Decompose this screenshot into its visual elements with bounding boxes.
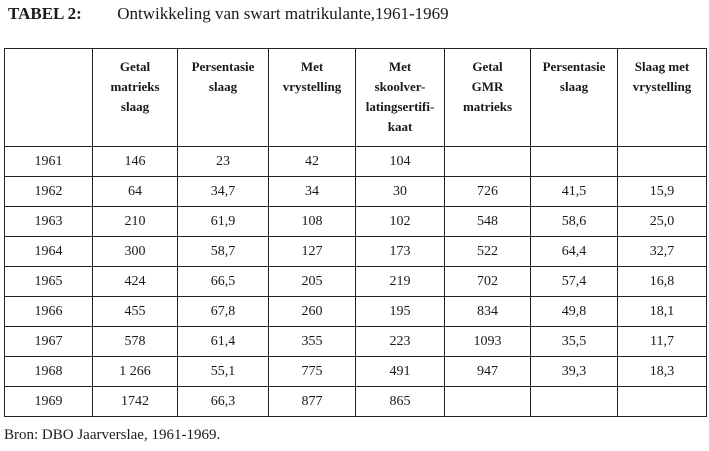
table-cell: 210 [93, 207, 178, 237]
table-cell [445, 387, 531, 417]
table-cell: 32,7 [618, 237, 707, 267]
table-row [5, 357, 707, 387]
table-row [5, 327, 707, 357]
column-header: Met vrystelling [269, 49, 356, 147]
table-cell: 195 [356, 297, 445, 327]
table-cell: 58,6 [531, 207, 618, 237]
column-header: Getal matrieks slaag [93, 49, 178, 147]
table-cell: 34 [269, 177, 356, 207]
header-row [5, 49, 707, 147]
table-cell: 424 [93, 267, 178, 297]
table-cell: 55,1 [178, 357, 269, 387]
year-cell: 1966 [5, 297, 93, 327]
table-cell: 58,7 [178, 237, 269, 267]
table-cell: 25,0 [618, 207, 707, 237]
table-cell: 205 [269, 267, 356, 297]
table-cell [618, 147, 707, 177]
table-cell: 1742 [93, 387, 178, 417]
matriculant-table [4, 48, 707, 417]
table-row [5, 297, 707, 327]
column-header: Slaag met vrystelling [618, 49, 707, 147]
table-cell: 108 [269, 207, 356, 237]
table-cell: 1 266 [93, 357, 178, 387]
table-cell: 355 [269, 327, 356, 357]
table-row [5, 267, 707, 297]
table-cell: 39,3 [531, 357, 618, 387]
table-cell: 491 [356, 357, 445, 387]
table-cell: 30 [356, 177, 445, 207]
table-cell: 877 [269, 387, 356, 417]
column-header: Persentasie slaag [531, 49, 618, 147]
table-cell: 66,5 [178, 267, 269, 297]
column-header: Getal GMR matrieks [445, 49, 531, 147]
table-title: Ontwikkeling van swart matrikulante,1961-1969 [117, 4, 449, 23]
table-cell: 104 [356, 147, 445, 177]
table-cell: 61,4 [178, 327, 269, 357]
table-row [5, 147, 707, 177]
table-row [5, 237, 707, 267]
table-cell: 18,1 [618, 297, 707, 327]
table-cell: 300 [93, 237, 178, 267]
table-row [5, 177, 707, 207]
table-cell: 219 [356, 267, 445, 297]
table-cell: 18,3 [618, 357, 707, 387]
year-cell: 1963 [5, 207, 93, 237]
table-cell: 23 [178, 147, 269, 177]
table-cell: 34,7 [178, 177, 269, 207]
table-cell: 834 [445, 297, 531, 327]
table-cell: 35,5 [531, 327, 618, 357]
table-cell [445, 147, 531, 177]
table-cell: 64,4 [531, 237, 618, 267]
table-cell: 260 [269, 297, 356, 327]
year-cell: 1964 [5, 237, 93, 267]
table-row [5, 387, 707, 417]
table-cell: 11,7 [618, 327, 707, 357]
table-cell: 67,8 [178, 297, 269, 327]
column-header [5, 49, 93, 147]
table-cell: 548 [445, 207, 531, 237]
table-cell: 66,3 [178, 387, 269, 417]
table-cell [531, 147, 618, 177]
table-cell: 775 [269, 357, 356, 387]
table-cell: 1093 [445, 327, 531, 357]
year-cell: 1967 [5, 327, 93, 357]
year-cell: 1969 [5, 387, 93, 417]
source-note: Bron: DBO Jaarverslae, 1961-1969. [4, 427, 221, 443]
table-cell: 947 [445, 357, 531, 387]
table-cell [618, 387, 707, 417]
table-caption [8, 4, 449, 24]
table-cell: 102 [356, 207, 445, 237]
year-cell: 1965 [5, 267, 93, 297]
column-header: Persentasie slaag [178, 49, 269, 147]
table-row [5, 207, 707, 237]
year-cell: 1961 [5, 147, 93, 177]
table-cell: 42 [269, 147, 356, 177]
table-cell: 726 [445, 177, 531, 207]
table-label: TABEL 2: [8, 4, 82, 23]
table-cell: 15,9 [618, 177, 707, 207]
table-cell: 64 [93, 177, 178, 207]
table-cell: 455 [93, 297, 178, 327]
table-cell: 127 [269, 237, 356, 267]
table-cell: 578 [93, 327, 178, 357]
table-cell: 702 [445, 267, 531, 297]
year-cell: 1968 [5, 357, 93, 387]
table-cell: 223 [356, 327, 445, 357]
table-cell: 173 [356, 237, 445, 267]
year-cell: 1962 [5, 177, 93, 207]
table-cell: 61,9 [178, 207, 269, 237]
table-cell: 16,8 [618, 267, 707, 297]
table-body [5, 147, 707, 417]
table-cell: 57,4 [531, 267, 618, 297]
table-cell: 865 [356, 387, 445, 417]
table-cell: 49,8 [531, 297, 618, 327]
table-cell: 146 [93, 147, 178, 177]
table-cell [531, 387, 618, 417]
column-header: Met skoolver- latingsertifi- kaat [356, 49, 445, 147]
table-cell: 41,5 [531, 177, 618, 207]
table-cell: 522 [445, 237, 531, 267]
